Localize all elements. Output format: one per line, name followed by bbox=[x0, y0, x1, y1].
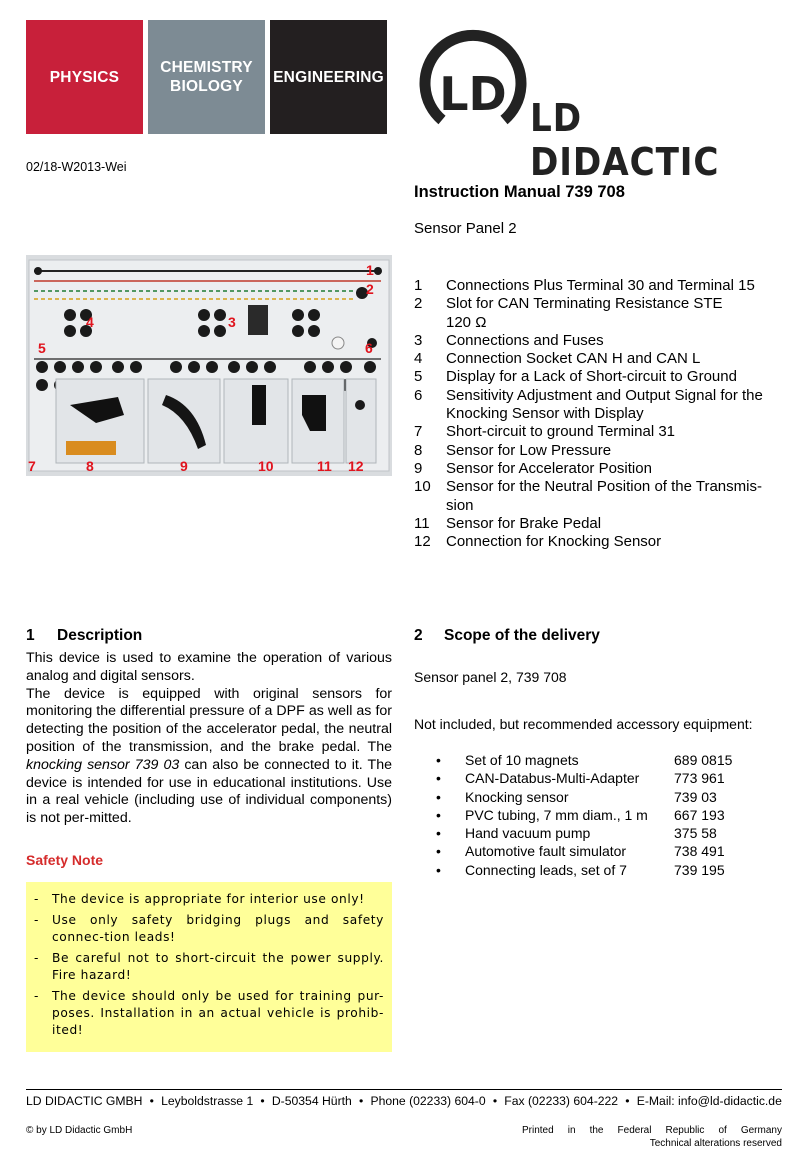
legend-number: 10 bbox=[414, 478, 431, 496]
safety-item: - Use only safety bridging plugs and safety connec-tion leads! bbox=[34, 913, 384, 944]
footer-street: Leyboldstrasse 1 bbox=[161, 1094, 254, 1108]
document-code: 02/18-W2013-Wei bbox=[26, 160, 127, 174]
legend-item bbox=[414, 533, 784, 551]
legend-item bbox=[414, 515, 784, 533]
bullet-icon: • bbox=[436, 770, 441, 787]
legend-text: Sensor for the Neutral Position of the Transmis-sion bbox=[446, 478, 762, 514]
accessory-name: Connecting leads, set of 7 bbox=[465, 861, 627, 878]
photo-label-7: 7 bbox=[28, 458, 36, 474]
tile-engineering bbox=[270, 20, 387, 134]
safety-item-text: Be careful not to short-circuit the power supply. Fire hazard! bbox=[52, 951, 384, 982]
legend-number: 2 bbox=[414, 295, 423, 313]
legend-number: 12 bbox=[414, 533, 431, 551]
footer-bullet: • bbox=[260, 1094, 265, 1108]
accessory-name: PVC tubing, 7 mm diam., 1 m bbox=[465, 806, 648, 823]
accessory-item bbox=[436, 861, 774, 879]
accessory-number: 689 0815 bbox=[674, 752, 733, 768]
logo-text: LD DIDACTIC bbox=[530, 96, 720, 184]
legend-number: 7 bbox=[414, 423, 423, 441]
tile-chemistry-label: CHEMISTRY bbox=[160, 59, 253, 76]
legend-list bbox=[414, 277, 784, 551]
tile-physics-label: PHYSICS bbox=[49, 68, 120, 86]
accessory-list bbox=[436, 751, 774, 879]
sensor-panel-photo bbox=[26, 255, 392, 476]
section-1-title: Description bbox=[57, 627, 143, 644]
accessory-name: Knocking sensor bbox=[465, 788, 569, 805]
accessory-number: 375 58 bbox=[674, 825, 717, 842]
legend-item bbox=[414, 295, 784, 332]
accessory-item bbox=[436, 824, 774, 842]
footer-email: E-Mail: info@ld-didactic.de bbox=[636, 1094, 782, 1108]
scope-line: Sensor panel 2, 739 708 bbox=[414, 669, 567, 685]
description-p2-part-b: can also be connected to it. The device is intended for use in educational institutions. Use in a real vehicle (including use of individual components) is not per-mitted. bbox=[26, 756, 392, 827]
accessory-name: Automotive fault simulator bbox=[465, 843, 627, 860]
legend-number: 1 bbox=[414, 277, 423, 294]
section-2-number: 2 bbox=[414, 627, 423, 644]
footer-divider bbox=[26, 1089, 782, 1090]
accessory-number: 739 195 bbox=[674, 861, 725, 878]
safety-note-box bbox=[26, 882, 392, 1052]
accessory-item bbox=[436, 806, 774, 824]
legend-text: Connections and Fuses bbox=[446, 331, 604, 349]
accessory-intro: Not included, but recommended accessory equipment: bbox=[414, 716, 753, 732]
section-2-title: Scope of the delivery bbox=[444, 627, 600, 644]
printed-note bbox=[522, 1125, 782, 1150]
legend-text: Connection Socket CAN H and CAN L bbox=[446, 350, 701, 368]
tile-chemistry-biology bbox=[148, 20, 265, 134]
bullet-icon: • bbox=[436, 825, 441, 842]
photo-label-11: 11 bbox=[317, 458, 332, 474]
section-1-number: 1 bbox=[26, 627, 35, 644]
footer-bullet: • bbox=[358, 1094, 364, 1108]
legend-text: Connections Plus Terminal 30 and Terminal 15 bbox=[446, 277, 755, 294]
accessory-name: Set of 10 magnets bbox=[465, 752, 579, 768]
ld-logo-icon bbox=[418, 24, 528, 132]
safety-item-text: The device should only be used for training pur-poses. Installation in an actual vehicle is prohib-ited! bbox=[52, 989, 384, 1037]
legend-text: Connection for Knocking Sensor bbox=[446, 533, 662, 551]
legend-number: 5 bbox=[414, 368, 423, 386]
footer-bullet: • bbox=[625, 1094, 630, 1108]
legend-number: 11 bbox=[414, 514, 430, 532]
legend-item bbox=[414, 368, 784, 386]
copyright: © by LD Didactic GmbH bbox=[26, 1125, 133, 1136]
subpanel-knock bbox=[346, 379, 376, 463]
neutral-sensor bbox=[252, 385, 266, 425]
safety-item: - The device should only be used for training pur-poses. Installation in an actual vehicle is prohib-ited! bbox=[34, 989, 384, 1037]
printed-line: Printed in the Federal Republic of Germany bbox=[522, 1125, 782, 1136]
footer-company: LD DIDACTIC GMBH bbox=[26, 1094, 143, 1108]
accessory-item bbox=[436, 842, 774, 860]
accessory-item bbox=[436, 769, 774, 787]
legend-text: Slot for CAN Terminating Resistance STE 120 Ω bbox=[446, 295, 723, 331]
legend-text: Short-circuit to ground Terminal 31 bbox=[446, 423, 675, 441]
manual-title: Instruction Manual 739 708 bbox=[414, 183, 625, 201]
photo-label-5: 5 bbox=[38, 340, 46, 356]
legend-item bbox=[414, 350, 784, 368]
accessory-item bbox=[436, 788, 774, 806]
description-p2-part-a: The device is equipped with original sensors for monitoring the differential pressure of a DPF as well as for detecting the position of the accelerator pedal, the neutral position of the transmission, and the brake pedal. The bbox=[26, 685, 392, 755]
manual-subtitle: Sensor Panel 2 bbox=[414, 220, 517, 237]
legend-text: Sensor for Brake Pedal bbox=[446, 514, 602, 532]
accessory-number: 739 03 bbox=[674, 788, 717, 805]
legend-item bbox=[414, 460, 784, 478]
safety-item-text: Use only safety bridging plugs and safety connec-tion leads! bbox=[52, 913, 384, 944]
legend-text: Sensitivity Adjustment and Output Signal for the Knocking Sensor with Display bbox=[446, 386, 763, 423]
footer-fax: Fax (02233) 604-222 bbox=[504, 1094, 619, 1108]
photo-label-1: 1 bbox=[366, 262, 374, 278]
photo-label-10: 10 bbox=[258, 458, 274, 474]
photo-label-12: 12 bbox=[348, 458, 364, 474]
fuse-holder bbox=[248, 305, 268, 335]
tile-physics bbox=[26, 20, 143, 134]
sensor-label-orange bbox=[66, 441, 116, 455]
accessory-item bbox=[436, 751, 774, 769]
footer-address bbox=[26, 1094, 782, 1108]
photo-label-3: 3 bbox=[228, 314, 236, 330]
photo-label-9: 9 bbox=[180, 458, 188, 474]
description-text bbox=[26, 650, 392, 828]
legend-item bbox=[414, 442, 784, 460]
accessory-name: Hand vacuum pump bbox=[465, 825, 591, 842]
photo-label-4: 4 bbox=[86, 314, 94, 330]
legend-text: Sensor for Low Pressure bbox=[446, 441, 612, 459]
legend-number: 8 bbox=[414, 441, 423, 459]
legend-item bbox=[414, 478, 784, 515]
legend-number: 3 bbox=[414, 331, 423, 349]
accessory-name: CAN-Databus-Multi-Adapter bbox=[465, 770, 640, 787]
description-paragraph-2 bbox=[26, 686, 392, 828]
legend-number: 4 bbox=[414, 350, 423, 368]
bullet-icon: • bbox=[436, 788, 441, 805]
accessory-number: 667 193 bbox=[674, 806, 725, 823]
tile-engineering-label: ENGINEERING bbox=[273, 68, 384, 86]
tile-biology-label: BIOLOGY bbox=[170, 78, 243, 95]
logo-mark-text: LD bbox=[439, 67, 507, 121]
legend-number: 9 bbox=[414, 459, 423, 477]
photo-label-2: 2 bbox=[366, 281, 374, 297]
description-p2-italic: knocking sensor 739 03 bbox=[26, 756, 180, 773]
bullet-icon: • bbox=[436, 806, 441, 823]
bullet-icon: • bbox=[436, 861, 441, 878]
footer-bullet: • bbox=[492, 1094, 498, 1108]
safety-item: - The device is appropriate for interior use only! bbox=[34, 891, 384, 908]
safety-item-text: The device is appropriate for interior use only! bbox=[52, 892, 365, 906]
safety-note-title: Safety Note bbox=[26, 852, 104, 868]
legend-text: Display for a Lack of Short-circuit to Ground bbox=[446, 368, 737, 386]
knock-socket bbox=[355, 400, 365, 410]
photo-label-6: 6 bbox=[365, 340, 373, 356]
legend-item bbox=[414, 332, 784, 350]
legend-text: Sensor for Accelerator Position bbox=[446, 459, 652, 477]
accessory-number: 738 491 bbox=[674, 843, 725, 860]
bullet-icon: • bbox=[436, 843, 441, 860]
footer-phone: Phone (02233) 604-0 bbox=[370, 1094, 486, 1108]
technical-alterations: Technical alterations reserved bbox=[649, 1137, 782, 1149]
accessory-number: 773 961 bbox=[674, 770, 725, 787]
bullet-icon: • bbox=[436, 752, 441, 768]
footer-city: D-50354 Hürth bbox=[271, 1094, 352, 1108]
photo-label-8: 8 bbox=[86, 458, 94, 474]
legend-item bbox=[414, 277, 784, 295]
footer-bullet: • bbox=[149, 1094, 154, 1108]
legend-item bbox=[414, 423, 784, 441]
description-paragraph-1: This device is used to examine the operation of various analog and digital sensors. bbox=[26, 650, 392, 684]
safety-item: - Be careful not to short-circuit the power supply. Fire hazard! bbox=[34, 951, 384, 982]
legend-number: 6 bbox=[414, 386, 423, 404]
legend-item bbox=[414, 387, 784, 424]
led-display bbox=[332, 337, 344, 349]
